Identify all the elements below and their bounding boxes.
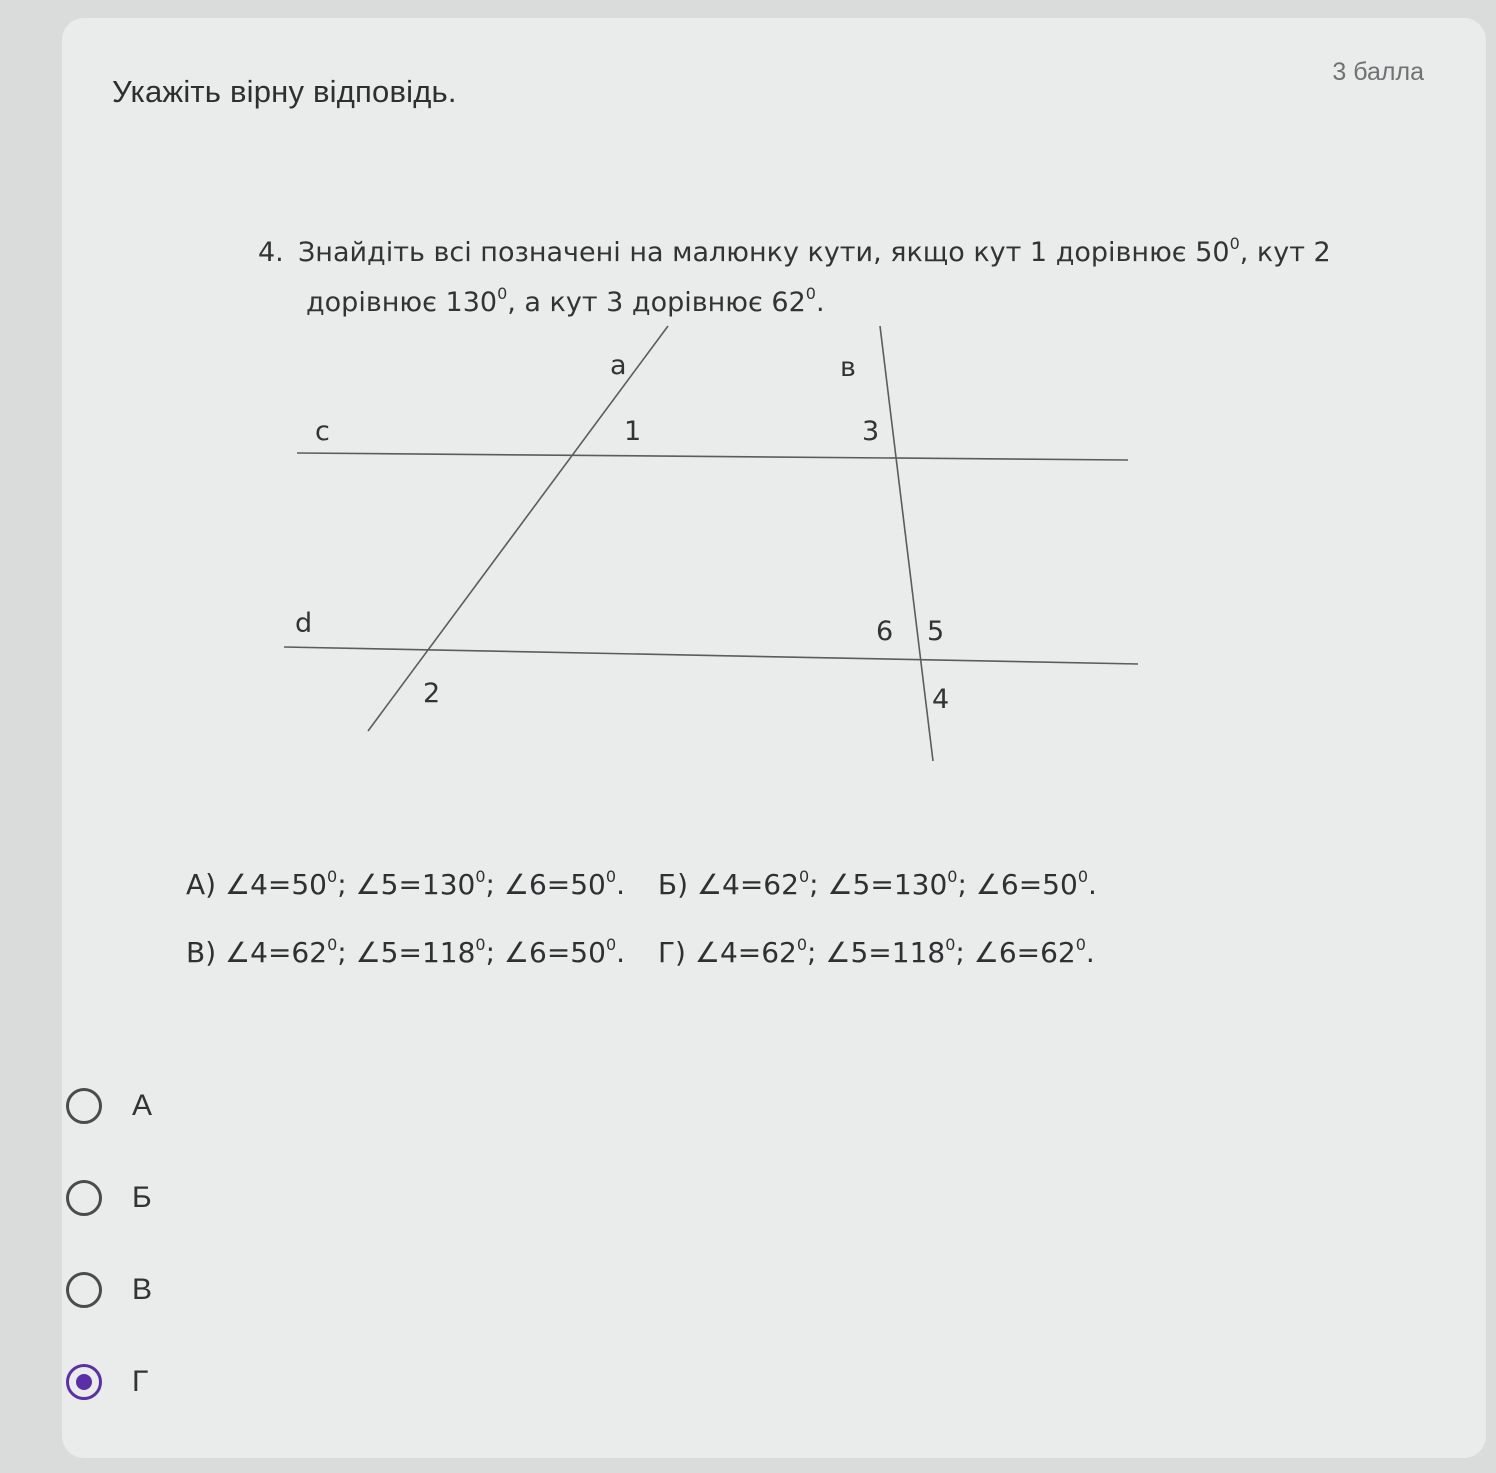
radio-button[interactable] (66, 1180, 102, 1216)
degree-mark: 0 (798, 867, 810, 886)
question-number: 4. (258, 237, 284, 268)
radio-button[interactable] (66, 1272, 102, 1308)
answer-part: . (616, 868, 625, 901)
degree-mark: 0 (805, 284, 816, 303)
option-b[interactable] (66, 1152, 152, 1244)
answer-part: ; ∠6=50 (957, 868, 1078, 901)
degree-mark: 0 (327, 935, 338, 954)
label-angle-6: 6 (876, 616, 894, 647)
line-a (368, 326, 668, 731)
label-angle-1: 1 (624, 416, 642, 447)
answer-part: ; ∠5=130 (809, 868, 948, 901)
radio-button[interactable] (66, 1088, 102, 1124)
label-d: d (295, 608, 313, 639)
degree-mark: 0 (1075, 935, 1086, 954)
question-line2-b: , а кут 3 дорівнює 62 (507, 287, 806, 318)
option-g[interactable] (66, 1336, 152, 1428)
label-b: в (840, 352, 856, 383)
answer-prefix: А) (186, 868, 217, 901)
degree-mark: 0 (475, 867, 486, 886)
line-d (284, 647, 1138, 664)
option-label: Г (132, 1365, 149, 1398)
answer-part: ; ∠6=62 (955, 936, 1076, 969)
points-label: 3 балла (1332, 58, 1424, 86)
radio-group (66, 1060, 152, 1428)
answer-b (658, 868, 1097, 901)
answer-row (186, 868, 1097, 936)
degree-mark: 0 (945, 935, 956, 954)
answer-part: . (1085, 936, 1095, 969)
answer-part: ; ∠5=130 (337, 868, 476, 901)
degree-mark: 0 (605, 867, 617, 886)
label-c: с (315, 416, 330, 447)
answer-choices (186, 868, 1097, 1004)
option-label: А (132, 1089, 153, 1122)
line-c (297, 453, 1128, 460)
geometry-figure (270, 320, 1150, 775)
label-angle-5: 5 (927, 616, 945, 647)
degree-mark: 0 (497, 284, 508, 303)
option-label: В (132, 1273, 153, 1306)
degree-mark: 0 (1077, 867, 1088, 886)
answer-part: ∠4=50 (224, 868, 327, 901)
answer-part: . (1088, 868, 1097, 901)
answer-part: ∠4=62 (225, 936, 328, 969)
label-angle-3: 3 (862, 416, 880, 447)
answer-part: ∠4=62 (696, 868, 799, 901)
answer-prefix: Г) (657, 936, 686, 969)
radio-button-selected[interactable] (66, 1364, 102, 1400)
label-angle-2: 2 (423, 678, 441, 709)
answer-row (186, 936, 1097, 1004)
answer-part: ; ∠6=50 (485, 936, 606, 969)
answer-prefix: В) (186, 936, 217, 969)
degree-mark: 0 (327, 867, 338, 886)
question-line1-end: , кут 2 (1239, 237, 1331, 268)
line-b (880, 326, 933, 761)
answer-part: ; ∠5=118 (337, 936, 476, 969)
degree-mark: 0 (796, 935, 808, 954)
degree-mark: 0 (947, 867, 958, 886)
question-line2-c: . (815, 287, 825, 318)
option-a[interactable] (66, 1060, 152, 1152)
label-angle-4: 4 (932, 684, 950, 715)
label-a: а (610, 350, 627, 381)
answer-part: ; ∠5=118 (807, 936, 946, 969)
answer-part: ∠4=62 (694, 936, 797, 969)
answer-g (658, 936, 1095, 969)
answer-prefix: Б) (657, 868, 689, 901)
question-text (258, 228, 1408, 328)
figure-lines (270, 320, 1150, 770)
answer-part: ; ∠6=50 (485, 868, 606, 901)
degree-mark: 0 (1229, 234, 1240, 253)
degree-mark: 0 (605, 935, 617, 954)
question-prompt: Укажіть вірну відповідь. (112, 74, 457, 109)
question-line2-a: дорівнює 130 (306, 287, 498, 318)
answer-v (186, 936, 625, 969)
degree-mark: 0 (475, 935, 486, 954)
answer-a (186, 868, 625, 901)
answer-part: . (616, 936, 626, 969)
option-v[interactable] (66, 1244, 152, 1336)
option-label: Б (132, 1181, 152, 1214)
question-line1: Знайдіть всі позначені на малюнку кути, якщо кут 1 дорівнює 50 (298, 237, 1230, 268)
